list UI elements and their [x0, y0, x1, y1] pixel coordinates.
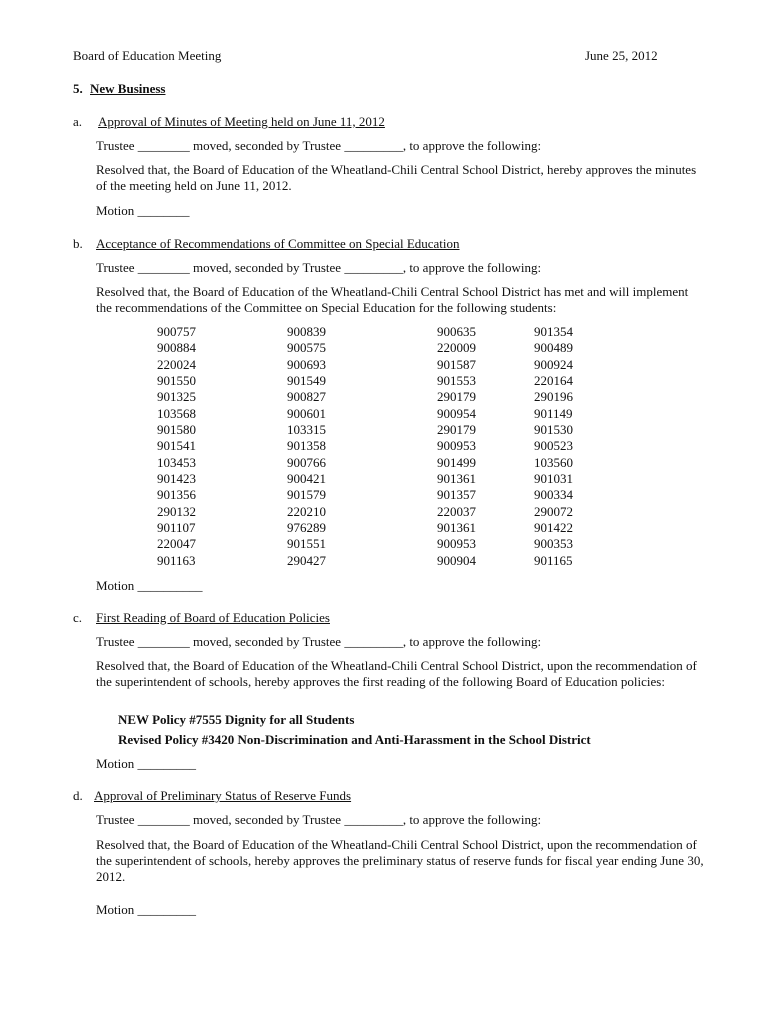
student-id-cell: 976289: [287, 520, 326, 536]
student-column-3: [437, 324, 507, 569]
student-id-cell: 900421: [287, 471, 326, 487]
student-id-cell: 901325: [157, 389, 196, 405]
student-id-cell: 900839: [287, 324, 326, 339]
student-id-cell: 901107: [157, 520, 196, 536]
student-id-cell: 901550: [157, 373, 196, 389]
item-b-resolution: Resolved that, the Board of Education of the Wheatland-Chili Central School District has met and will implement the recommendations of the Committee on Special Education for the following students:: [96, 284, 689, 315]
student-id-cell: 901165: [534, 552, 573, 568]
student-id-cell: 901549: [287, 373, 326, 389]
student-id-cell: 900693: [287, 356, 326, 372]
student-id-cell: 901149: [534, 405, 573, 421]
student-id-cell: 901358: [287, 438, 326, 454]
student-id-cell: 900766: [287, 454, 326, 470]
student-id-cell: 103315: [287, 422, 326, 438]
student-id-cell: 901541: [157, 438, 196, 454]
student-id-cell: 290132: [157, 503, 196, 519]
student-id-cell: 901356: [157, 487, 196, 503]
student-id-cell: 290179: [437, 389, 476, 405]
student-id-cell: 901587: [437, 356, 476, 372]
item-c-title: First Reading of Board of Education Policies: [96, 610, 330, 625]
student-id-cell: 901422: [534, 520, 573, 536]
student-id-cell: 220164: [534, 373, 573, 389]
item-c-trustee-line: Trustee ________ moved, seconded by Trustee _________, to approve the following:: [96, 634, 542, 649]
student-id-cell: 900635: [437, 324, 476, 339]
section-title: New Business: [90, 81, 166, 96]
header-title: Board of Education Meeting: [73, 48, 222, 63]
item-d-resolution: Resolved that, the Board of Education of the Wheatland-Chili Central School District, upon the recommendation of the superintendent of schools, hereby approves the preliminary status of reserve funds for fiscal year ending June 30, 2012.: [96, 837, 704, 884]
student-id-cell: 900489: [534, 340, 573, 356]
section-number: 5.: [73, 81, 83, 96]
student-id-cell: 290196: [534, 389, 573, 405]
student-id-cell: 900601: [287, 405, 326, 421]
student-id-cell: 901361: [437, 471, 476, 487]
student-id-cell: 901579: [287, 487, 326, 503]
item-b-letter: b.: [73, 236, 83, 251]
student-id-cell: 290427: [287, 552, 326, 568]
student-id-cell: 901499: [437, 454, 476, 470]
item-c-policy-new: NEW Policy #7555 Dignity for all Students: [118, 712, 355, 727]
item-d-motion: Motion _________: [96, 902, 197, 917]
student-column-2: [287, 324, 357, 569]
student-id-cell: 290072: [534, 503, 573, 519]
student-id-cell: 220037: [437, 503, 476, 519]
item-a-resolution: Resolved that, the Board of Education of the Wheatland-Chili Central School District, hereby approves the minutes of the meeting held on June 11, 2012.: [96, 162, 697, 193]
item-c-letter: c.: [73, 610, 83, 625]
student-id-cell: 900353: [534, 536, 573, 552]
item-d-letter: d.: [73, 788, 83, 803]
student-id-cell: 220210: [287, 503, 326, 519]
student-id-cell: 901423: [157, 471, 196, 487]
student-id-cell: 901580: [157, 422, 196, 438]
student-id-cell: 220024: [157, 356, 196, 372]
student-id-cell: 901530: [534, 422, 573, 438]
item-b-trustee-line: Trustee ________ moved, seconded by Trustee _________, to approve the following:: [96, 260, 542, 275]
student-id-cell: 103568: [157, 405, 196, 421]
student-id-cell: 901354: [534, 324, 573, 339]
student-id-cell: 900523: [534, 438, 573, 454]
student-id-cell: 901553: [437, 373, 476, 389]
student-id-cell: 901031: [534, 471, 573, 487]
student-id-cell: 220047: [157, 536, 196, 552]
section-heading: [73, 81, 166, 97]
student-id-cell: 900884: [157, 340, 196, 356]
student-id-cell: 901163: [157, 552, 196, 568]
student-id-cell: 290179: [437, 422, 476, 438]
header-date: June 25, 2012: [585, 48, 658, 63]
student-id-cell: 900757: [157, 324, 196, 339]
student-id-cell: 900953: [437, 438, 476, 454]
student-id-cell: 103453: [157, 454, 196, 470]
student-id-cell: 901361: [437, 520, 476, 536]
student-id-cell: 900953: [437, 536, 476, 552]
item-c-motion: Motion _________: [96, 756, 197, 771]
item-b-title: Acceptance of Recommendations of Committee on Special Education: [96, 236, 460, 251]
item-d-title: Approval of Preliminary Status of Reserve Funds: [94, 788, 352, 803]
item-d-trustee-line: Trustee ________ moved, seconded by Trustee _________, to approve the following:: [96, 812, 542, 827]
student-id-cell: 220009: [437, 340, 476, 356]
item-a-trustee-line: Trustee ________ moved, seconded by Trustee _________, to approve the following:: [96, 138, 542, 153]
student-id-cell: 901551: [287, 536, 326, 552]
student-id-cell: 900924: [534, 356, 573, 372]
student-id-cell: 900827: [287, 389, 326, 405]
item-a-letter: a.: [73, 114, 83, 129]
student-column-1: [157, 324, 227, 569]
item-c-policy-revised: Revised Policy #3420 Non-Discrimination and Anti-Harassment in the School District: [118, 732, 591, 747]
student-id-cell: 900334: [534, 487, 573, 503]
item-a-title: Approval of Minutes of Meeting held on June 11, 2012: [98, 114, 385, 129]
item-c-resolution: Resolved that, the Board of Education of the Wheatland-Chili Central School District, upon the recommendation of the superintendent of schools, hereby approves the first reading of the following Board of Education policies:: [96, 658, 697, 689]
student-id-cell: 900575: [287, 340, 326, 356]
student-id-cell: 900954: [437, 405, 476, 421]
student-column-4: [534, 324, 604, 569]
item-a-motion: Motion ________: [96, 203, 190, 218]
student-id-cell: 103560: [534, 454, 573, 470]
student-id-cell: 901357: [437, 487, 476, 503]
item-b-motion: Motion __________: [96, 578, 203, 593]
student-id-cell: 900904: [437, 552, 476, 568]
